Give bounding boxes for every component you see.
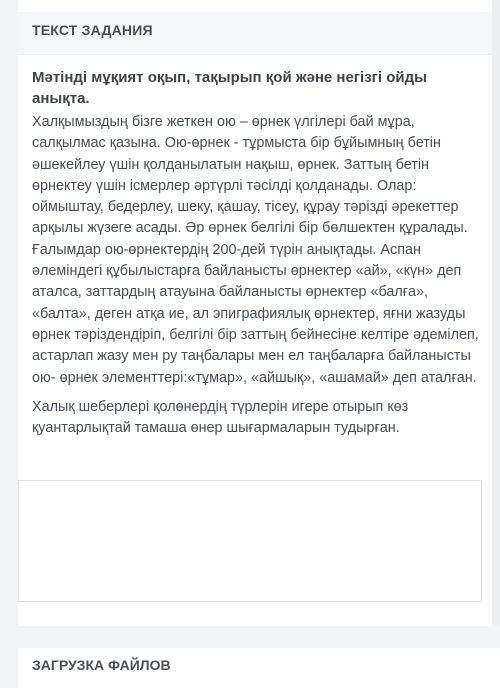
upload-card — [18, 648, 500, 688]
answer-input[interactable] — [18, 480, 482, 602]
task-paragraph: Халқымыздың бізге жеткен ою – өрнек үлгілері бай мұра, салқылмас қазына. Ою-өрнек - тұрмыста бір бұйымның бетін әшекейлеу үшін қолданылатын нақыш, өрнек. Заттың бетін өрнектеу үшін ісмерлер әртүрлі тәсілді қолданады. Олар: оймыштау, бедерлеу, шеку, қашау, тісеу, құрау тәрізді әрекеттер арқылы жүзеге асады. Әр өрнек белгілі бір бөлшектен құралады. Ғалымдар ою-өрнектердің 200-дей түрін анықтады. Аспан әлеміндегі құбылыстарға байланысты өрнектер «ай», «күн» деп аталса, заттардың атауына байланысты өрнектер «балға», «балта», деген атқа ие, ал эпиграфиялық өрнектер, яғни жазуды өрнек тәріздендіріп, белгілі бір заттың бейнесіне келтіре әдемілеп, астарлап жазу мен ру таңбалары мен ел таңбаларға байланысты ою- өрнек элементтері:«тұмар», «айшық», «ашамай» деп аталған. — [32, 114, 479, 386]
task-header — [18, 12, 500, 55]
task-title: Мәтінді мұқият оқып, тақырып қой және негізгі ойды анықта. — [32, 69, 427, 107]
upload-header-title: ЗАГРУЗКА ФАЙЛОВ — [32, 657, 171, 673]
task-header-title: ТЕКСТ ЗАДАНИЯ — [32, 22, 153, 38]
task-paragraph: Халық шеберлері қолөнердің түрлерін игере отырып көз қуантарлықтай тамаша өнер шығармаларын тудырған. — [32, 398, 409, 437]
task-card — [18, 0, 500, 640]
scrollbar-track[interactable] — [492, 0, 500, 640]
section-divider — [0, 626, 500, 648]
task-text — [32, 112, 490, 447]
